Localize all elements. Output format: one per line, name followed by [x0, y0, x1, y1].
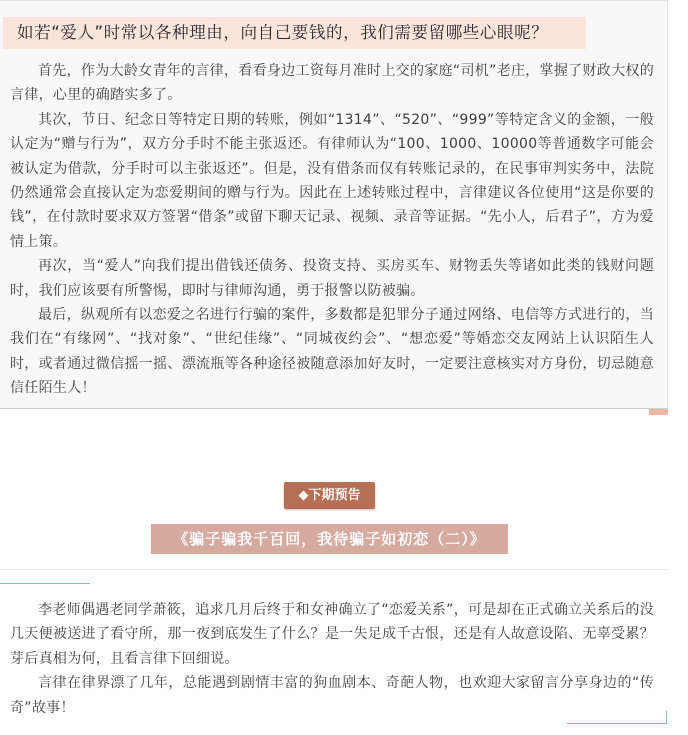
divider — [0, 569, 668, 570]
accent-line-corner-horizontal — [567, 723, 667, 724]
preview-paragraph: 言律在律界漂了几年，总能遇到剧情丰富的狗血剧本、奇葩人物，也欢迎大家留言分享身边的“传奇”故事！ — [10, 675, 654, 716]
next-episode-title[interactable]: 《骗子骗我千百回，我待骗子如初恋（二）》 — [151, 524, 508, 554]
article-body — [10, 59, 654, 401]
paragraph-last: 最后，纵观所有以恋爱之名进行行骗的案件，多数都是犯罪分子通过网络、电信等方式进行的，当我们在“有缘网”、“找对象”、“世纪佳缘”、“同城夜约会”、“想恋爱”等婚恋交友网站上认识陌生人时，或者通过微信摇一摇、漂流瓶等各种途径被随意添加好友时，一定要注意核实对方身份，切忌随意信任陌生人！ — [10, 307, 654, 397]
accent-line-top — [0, 583, 90, 584]
paragraph-first: 首先，作为大龄女青年的言律，看看身边工资每月准时上交的家庭“司机”老庄，掌握了财政大权的言律，心里的确踏实多了。 — [10, 63, 654, 104]
section-title-bar — [3, 17, 586, 49]
preview-paragraph: 李老师偶遇老同学萧筱，追求几月后终于和女神确立了“恋爱关系”，可是却在正式确立关系后的没几天便被送进了看守所，那一夜到底发生了什么？是一失足成千古恨，还是有人故意设陷、无辜受累？芽后真相为何，且看言律下回细说。 — [10, 602, 654, 667]
preview-body — [10, 598, 654, 720]
paragraph-third: 再次，当“爱人”向我们提出借钱还债务、投资支持、买房买车、财物丢失等诸如此类的钱财问题时，我们应该要有所警惕，即时与律师沟通，勇于报警以防被骗。 — [10, 258, 654, 299]
section-title: 如若“爱人”时常以各种理由，向自己要钱的，我们需要留哪些心眼呢？ — [17, 23, 549, 42]
paragraph-second: 其次，节日、纪念日等特定日期的转账，例如“1314”、“520”、“999”等特定含义的金额，一般认定为“赠与行为”，双方分手时不能主张返还。有律师认为“100、1000、10000等普通数字可能会被认定为借款，分手时可以主张返还”。但是，没有借条而仅有转账记录的，在民事审判实务中，法院仍然通常会直接认定为恋爱期间的赠与行为。因此在上述转账过程中，言律建议各位使用“这是你要的钱”，在付款时要求双方签署“借条”或留下聊天记录、视频、录音等证据。“先小人，后君子”，方为爱情上策。 — [10, 111, 654, 250]
next-preview-button[interactable]: ◆下期预告 — [284, 482, 375, 509]
corner-accent-block — [649, 409, 668, 415]
